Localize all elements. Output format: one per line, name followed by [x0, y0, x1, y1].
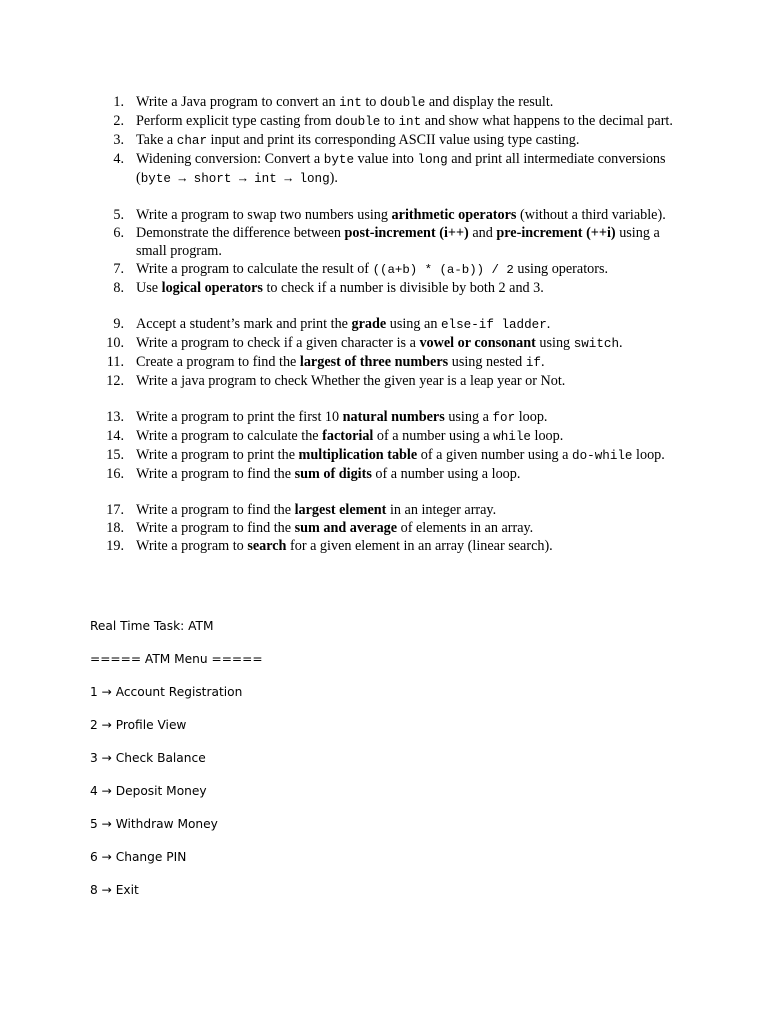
item-number: 13. [106, 409, 124, 425]
section-gap [90, 188, 680, 206]
atm-menu-item: 8 → Exit [90, 883, 139, 897]
item-number: 15. [106, 447, 124, 463]
bold-text: post-increment (i++) [344, 225, 469, 241]
item-text: . [546, 316, 551, 332]
list-item [90, 353, 680, 372]
item-text: using a small program. [136, 225, 660, 259]
item-text: loop. [632, 447, 665, 463]
bold-text: sum of digits [294, 466, 372, 482]
item-text: loop. [530, 428, 564, 444]
item-text: Perform explicit type casting from [136, 113, 335, 129]
code-text: if [525, 356, 541, 370]
bold-text: sum and average [294, 520, 398, 536]
item-text: Demonstrate the difference between [136, 225, 345, 241]
item-text: to [361, 94, 380, 110]
item-text: Write a Java program to convert an [136, 94, 340, 110]
item-text: Accept a student’s mark and print the [136, 316, 352, 332]
list-item [90, 93, 680, 112]
item-number: 17. [106, 502, 124, 518]
list-item [90, 427, 680, 446]
item-text: . [540, 354, 545, 370]
list-item [90, 408, 680, 427]
list-item [90, 224, 680, 260]
section-gap [90, 297, 680, 315]
item-text: Write a program to print the first 10 [136, 409, 343, 425]
item-number: 2. [113, 113, 124, 129]
code-text: while [493, 430, 531, 444]
item-text: Write a program to [136, 538, 248, 554]
item-number: 6. [113, 225, 124, 241]
item-number: 16. [106, 466, 124, 482]
section-gap [90, 390, 680, 408]
item-text: using nested [448, 354, 526, 370]
code-text: switch [573, 337, 620, 351]
bold-text: arithmetic operators [391, 207, 517, 223]
item-text: Take a [136, 132, 177, 148]
atm-menu-header: ===== ATM Menu ===== [90, 652, 263, 666]
code-text: byte [323, 153, 354, 167]
item-text: to [380, 113, 399, 129]
list-item [90, 112, 680, 131]
item-text: ). [329, 170, 338, 186]
item-text: loop. [515, 409, 548, 425]
item-text: Write a program to print the [136, 447, 299, 463]
item-number: 8. [113, 280, 124, 296]
code-text: ((a+b) * (a-b)) / 2 [372, 263, 514, 277]
code-text: double [379, 96, 426, 110]
list-item [90, 206, 680, 224]
list-item [90, 260, 680, 279]
item-text: in an integer array. [386, 502, 497, 518]
atm-section [90, 617, 690, 914]
code-text: long [417, 153, 448, 167]
bold-text: vowel or consonant [419, 335, 536, 351]
item-text: Use [136, 280, 162, 296]
item-text: of a given number using a [417, 447, 573, 463]
atm-menu-item: 4 → Deposit Money [90, 784, 207, 798]
list-item [90, 446, 680, 465]
list-item [90, 315, 680, 334]
item-text: for a given element in an array (linear search). [286, 538, 553, 554]
item-text: and display the result. [425, 94, 554, 110]
bold-text: search [247, 538, 287, 554]
bold-text: multiplication table [298, 447, 418, 463]
bold-text: grade [351, 316, 387, 332]
list-item [90, 501, 680, 519]
bold-text: largest of three numbers [299, 354, 449, 370]
list-item [90, 279, 680, 297]
code-text: double [334, 115, 381, 129]
list-item [90, 372, 680, 390]
item-number: 9. [113, 316, 124, 332]
code-text: do-while [572, 449, 633, 463]
atm-menu-item: 5 → Withdraw Money [90, 817, 218, 831]
item-number: 11. [106, 354, 124, 370]
list-item [90, 537, 680, 555]
item-text: value into [354, 151, 418, 167]
item-text: and [468, 225, 497, 241]
list-item [90, 465, 680, 483]
question-list [90, 93, 680, 555]
item-text: of elements in an array. [397, 520, 534, 536]
item-text: Write a java program to check Whether the given year is a leap year or Not. [136, 373, 566, 389]
item-text: using operators. [513, 261, 609, 277]
item-number: 19. [106, 538, 124, 554]
item-text: (without a third variable). [516, 207, 666, 223]
item-text: Write a program to check if a given character is a [136, 335, 420, 351]
item-text: Write a program to find the [136, 520, 295, 536]
list-item [90, 519, 680, 537]
code-text: else-if ladder [440, 318, 547, 332]
item-text: Widening conversion: Convert a [136, 151, 324, 167]
item-number: 12. [106, 373, 124, 389]
item-text: and print all intermediate conversions ( [136, 151, 666, 186]
item-number: 18. [106, 520, 124, 536]
item-number: 3. [113, 132, 124, 148]
item-number: 4. [113, 151, 124, 167]
atm-menu-item: 1 → Account Registration [90, 685, 243, 699]
atm-menu-item: 2 → Profile View [90, 718, 187, 732]
item-number: 7. [113, 261, 124, 277]
item-text: input and print its corresponding ASCII value using type casting. [207, 132, 580, 148]
code-text: char [176, 134, 207, 148]
item-number: 14. [106, 428, 124, 444]
item-text: using [535, 335, 574, 351]
item-text: Write a program to calculate the result of [136, 261, 373, 277]
code-text: int [398, 115, 422, 129]
code-text: byte → short → int → long [140, 172, 330, 186]
code-text: int [339, 96, 362, 110]
section-gap [90, 483, 680, 501]
list-item [90, 150, 680, 188]
item-text: . [619, 335, 623, 351]
item-text: Write a program to calculate the [136, 428, 323, 444]
atm-menu-item: 6 → Change PIN [90, 850, 187, 864]
code-text: for [492, 411, 516, 425]
item-number: 5. [113, 207, 124, 223]
list-item [90, 131, 680, 150]
list-item [90, 334, 680, 353]
bold-text: pre-increment (++i) [496, 225, 616, 241]
item-text: Write a program to find the [136, 466, 295, 482]
bold-text: logical operators [161, 280, 263, 296]
item-text: to check if a number is divisible by both 2 and 3. [262, 280, 544, 296]
item-text: of a number using a [373, 428, 494, 444]
item-text: using an [386, 316, 441, 332]
item-number: 10. [106, 335, 124, 351]
item-text: Write a program to find the [136, 502, 295, 518]
item-number: 1. [113, 94, 124, 110]
item-text: of a number using a loop. [371, 466, 521, 482]
bold-text: largest element [294, 502, 387, 518]
item-text: and show what happens to the decimal part. [421, 113, 673, 129]
item-text: Write a program to swap two numbers using [136, 207, 392, 223]
atm-title: Real Time Task: ATM [90, 619, 214, 633]
item-text: Create a program to find the [136, 354, 300, 370]
bold-text: factorial [322, 428, 374, 444]
atm-menu-item: 3 → Check Balance [90, 751, 206, 765]
bold-text: natural numbers [342, 409, 445, 425]
item-text: using a [444, 409, 493, 425]
